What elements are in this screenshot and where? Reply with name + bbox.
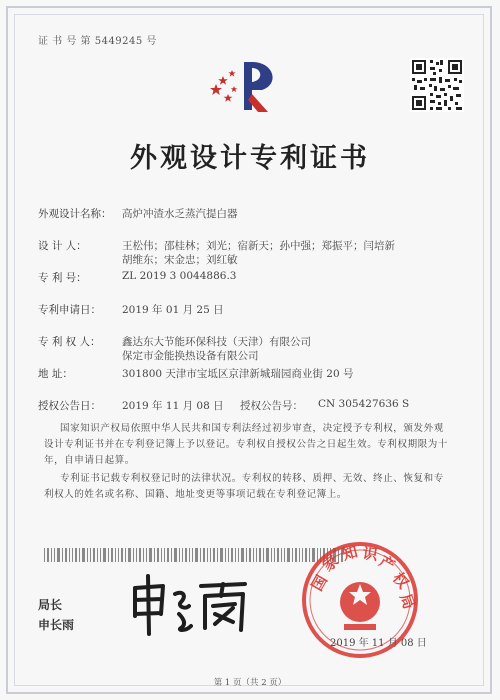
address-label: 地 址： xyxy=(38,368,73,380)
patent-number-label: 专 利 号： xyxy=(38,272,87,284)
patentee-line-1: 鑫达东大节能环保科技（天津）有限公司 xyxy=(122,336,311,348)
filing-date-label: 专利申请日： xyxy=(38,304,101,316)
svg-text:识: 识 xyxy=(361,544,379,565)
handwritten-signature xyxy=(125,570,255,640)
paragraph-2-line-1: 专利证书记载专利权登记时的法律状况。专利权的转移、质押、无效、终止、恢复和专 xyxy=(60,473,444,484)
certificate-number: 证 书 号 第 5449245 号 xyxy=(38,36,157,47)
patentee-line-2: 保定市金能换热设备有限公司 xyxy=(122,350,259,362)
grant-number: CN 305427636 S xyxy=(318,398,410,410)
design-name: 高炉冲渣水乏蒸汽提白器 xyxy=(122,208,238,220)
seal-date: 2019 年 11 月 08 日 xyxy=(330,638,427,649)
paragraph-1-line-1: 国家知识产权局依照中华人民共和国专利法经过初步审查，决定授予专利权，颁发外观 xyxy=(60,423,444,434)
paragraph-1-line-3: 年，自申请日起算。 xyxy=(44,455,135,466)
design-name-label: 外观设计名称： xyxy=(38,208,112,220)
designer-line-1: 王松伟；邵桂林；刘光；宿新天；孙中强；郑振平；闫培新 xyxy=(122,240,395,252)
svg-text:国: 国 xyxy=(307,571,331,594)
svg-text:权: 权 xyxy=(388,569,413,593)
paragraph-2-line-2: 利权人的姓名或名称、国籍、地址变更等事项记载在专利登记簿上。 xyxy=(44,489,348,500)
svg-text:知: 知 xyxy=(340,542,360,564)
grant-date: 2019 年 11 月 08 日 xyxy=(122,400,224,412)
svg-text:局: 局 xyxy=(396,591,419,612)
paragraph-1-line-2: 设计专利证书并在专利登记簿上予以登记。专利权自授权公告之日起生效。专利权期限为十 xyxy=(44,439,449,450)
certificate-title: 外观设计专利证书 xyxy=(130,143,370,174)
svg-text:家: 家 xyxy=(319,551,343,576)
patent-number: ZL 2019 3 0044886.3 xyxy=(122,270,237,282)
address: 301800 天津市宝坻区京津新城瑞园商业街 20 号 xyxy=(122,368,354,380)
sipo-emblem-icon xyxy=(204,56,290,114)
designer-label: 设 计 人： xyxy=(38,240,87,252)
grant-date-label: 授权公告日： xyxy=(38,400,101,412)
patentee-label: 专 利 权 人： xyxy=(38,336,101,348)
director-title: 局长 xyxy=(38,598,63,612)
barcode-icon xyxy=(44,548,344,562)
svg-text:产: 产 xyxy=(376,551,399,575)
designer-line-2: 胡维东；宋金忠；刘红敏 xyxy=(122,254,238,266)
director-name: 申长雨 xyxy=(38,618,75,632)
grant-number-label: 授权公告号： xyxy=(240,400,303,412)
qr-code-icon xyxy=(410,58,464,112)
filing-date: 2019 年 01 月 25 日 xyxy=(122,304,224,316)
page-footer: 第 1 页（共 2 页） xyxy=(213,678,287,688)
